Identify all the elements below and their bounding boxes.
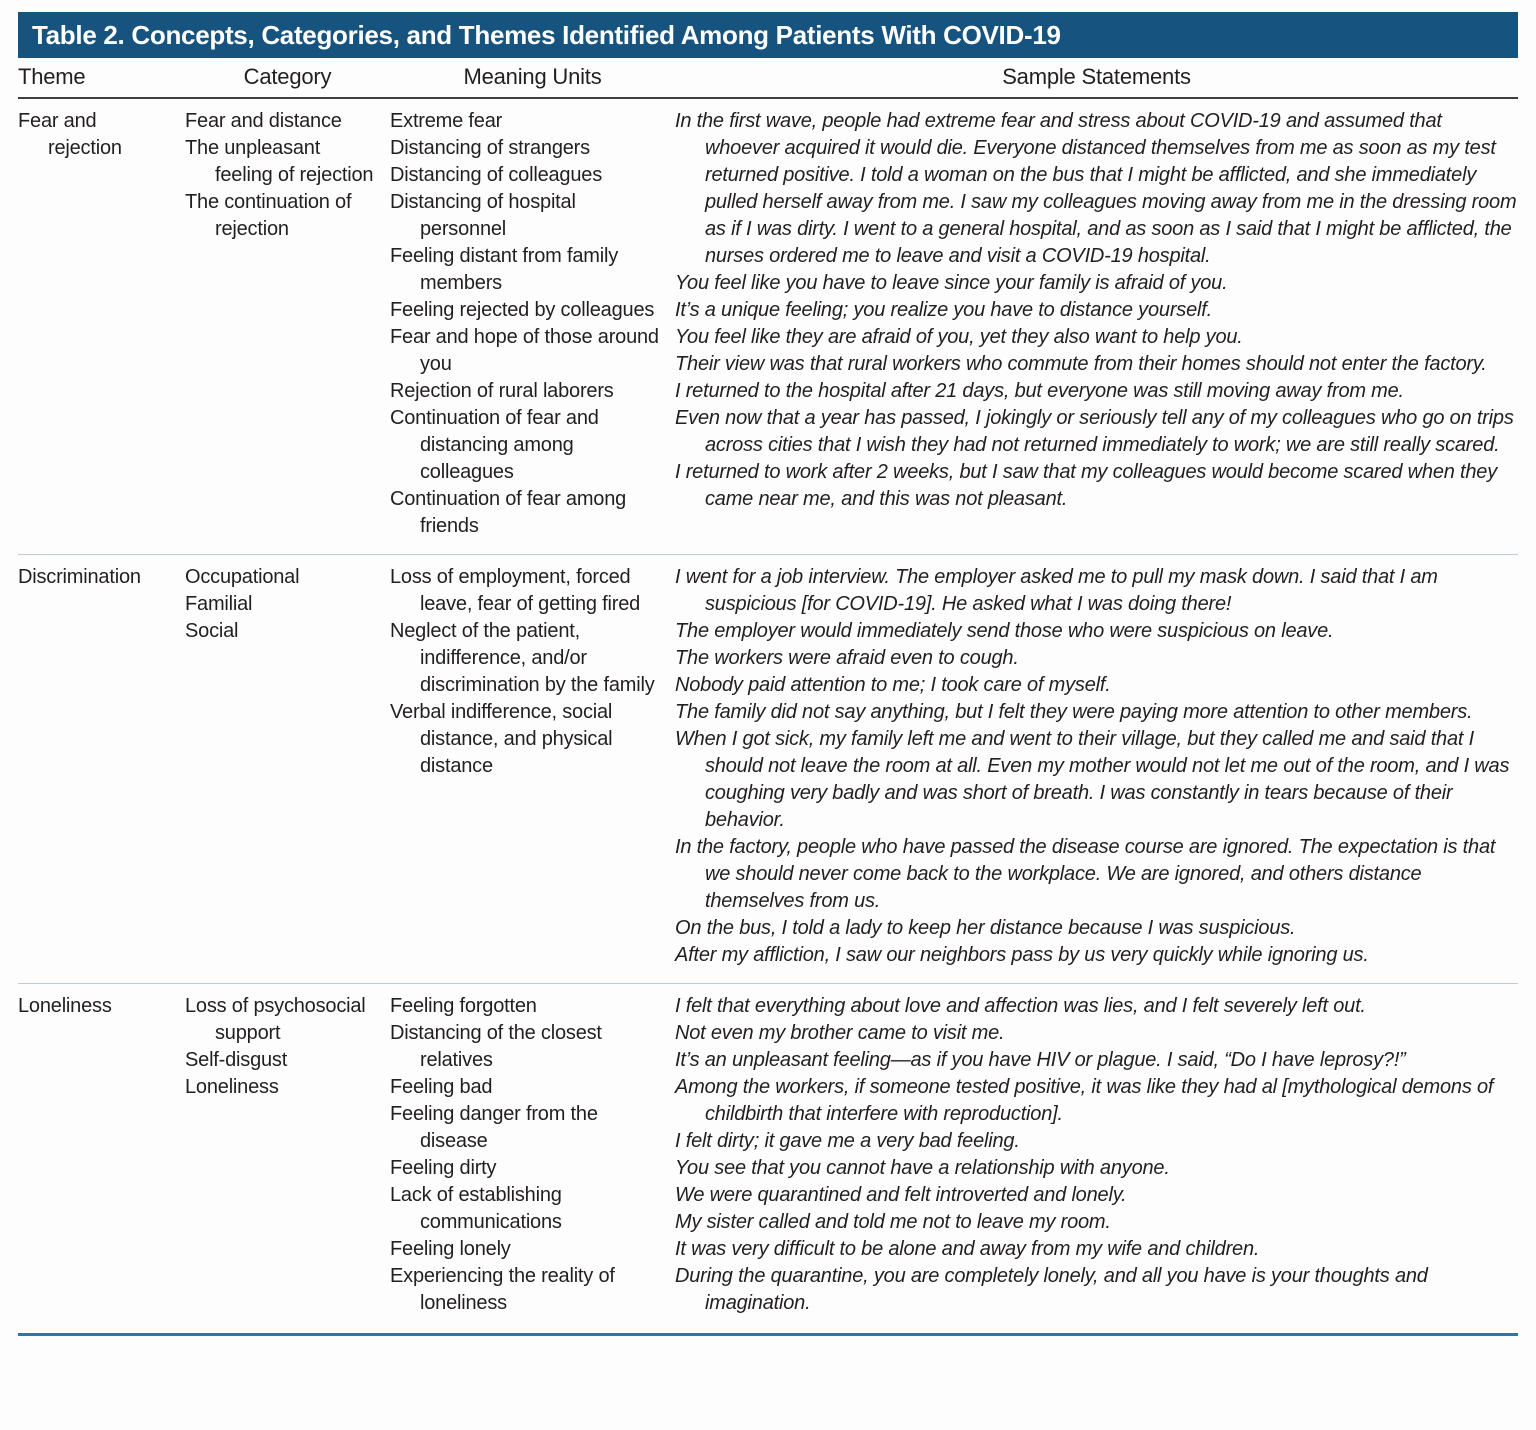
sample-statement: On the bus, I told a lady to keep her distance because I was suspicious. — [675, 917, 1296, 939]
sample-statement: I returned to work after 2 weeks, but I saw that my colleagues would become scared when they came near me, and this was not pleasant. — [675, 461, 1498, 510]
meaning-unit-item: Feeling bad — [390, 1076, 493, 1098]
sample-statement: After my affliction, I saw our neighbors pass by us very quickly while ignoring us. — [675, 944, 1369, 966]
sample-statement: When I got sick, my family left me and went to their village, but they called me and said that I should not leave the room at all. Even my mother would not let me out of the room, and I was coughing very badly and was short of breath. I was constantly in tears because of their behavior. — [675, 728, 1510, 831]
category-cell — [185, 993, 390, 1317]
theme-cell — [18, 993, 185, 1317]
sample-statement: You feel like they are afraid of you, yet they also want to help you. — [675, 326, 1243, 348]
meaning-units-cell — [390, 993, 675, 1317]
category-item: The continuation of rejection — [185, 191, 352, 240]
sample-statement: We were quarantined and felt introverted and lonely. — [675, 1184, 1127, 1206]
sample-statement: You see that you cannot have a relationship with anyone. — [675, 1157, 1170, 1179]
table-row — [18, 555, 1518, 984]
meaning-unit-item: Feeling lonely — [390, 1238, 511, 1260]
sample-statements-cell — [675, 993, 1518, 1317]
column-header-sample-statements: Sample Statements — [1002, 64, 1191, 89]
bottom-rule — [18, 1333, 1518, 1336]
sample-statement: The employer would immediately send those who were suspicious on leave. — [675, 620, 1334, 642]
meaning-unit-item: Loss of employment, forced leave, fear of getting fired — [390, 566, 641, 615]
sample-statement: My sister called and told me not to leave my room. — [675, 1211, 1111, 1233]
sample-statement: Not even my brother came to visit me. — [675, 1022, 1005, 1044]
sample-statement: I felt that everything about love and affection was lies, and I felt severely left out. — [675, 995, 1366, 1017]
meaning-unit-item: Feeling forgotten — [390, 995, 537, 1017]
meaning-unit-item: Extreme fear — [390, 110, 503, 132]
sample-statement: You feel like you have to leave since your family is afraid of you. — [675, 272, 1228, 294]
meaning-unit-item: Feeling danger from the disease — [390, 1103, 598, 1152]
theme-cell — [18, 564, 185, 969]
meaning-unit-item: Distancing of colleagues — [390, 164, 602, 186]
category-cell — [185, 108, 390, 540]
meaning-unit-item: Distancing of strangers — [390, 137, 590, 159]
category-item: Loneliness — [185, 1076, 279, 1098]
meaning-units-cell — [390, 564, 675, 969]
table-2-figure — [18, 12, 1518, 1336]
meaning-units-cell — [390, 108, 675, 540]
table-title-bar — [18, 12, 1518, 58]
meaning-unit-item: Continuation of fear among friends — [390, 488, 627, 537]
meaning-unit-item: Feeling distant from family members — [390, 245, 619, 294]
sample-statement: I returned to the hospital after 21 days, but everyone was still moving away from me. — [675, 380, 1404, 402]
meaning-unit-item: Fear and hope of those around you — [390, 326, 659, 375]
meaning-unit-item: Distancing of hospital personnel — [390, 191, 576, 240]
sample-statements-cell — [675, 108, 1518, 540]
meaning-unit-item: Distancing of the closest relatives — [390, 1022, 602, 1071]
sample-statement: Among the workers, if someone tested positive, it was like they had al [mythological demons of childbirth that interfere with reproduction]. — [675, 1076, 1494, 1125]
category-item: The unpleasant feeling of rejection — [185, 137, 374, 186]
sample-statement: During the quarantine, you are completely lonely, and all you have is your thoughts and imagination. — [675, 1265, 1428, 1314]
theme-label: Fear and rejection — [18, 110, 122, 159]
column-header-meaning-units: Meaning Units — [463, 64, 602, 89]
meaning-unit-item: Experiencing the reality of loneliness — [390, 1265, 615, 1314]
table-row — [18, 99, 1518, 555]
table-row — [18, 984, 1518, 1331]
sample-statement: Their view was that rural workers who commute from their homes should not enter the factory. — [675, 353, 1487, 375]
meaning-unit-item: Lack of establishing communications — [390, 1184, 562, 1233]
category-item: Self-disgust — [185, 1049, 288, 1071]
category-item: Fear and distance — [185, 110, 342, 132]
sample-statement: It’s a unique feeling; you realize you have to distance yourself. — [675, 299, 1212, 321]
theme-cell — [18, 108, 185, 540]
category-item: Occupational — [185, 566, 300, 588]
sample-statement: Nobody paid attention to me; I took care of myself. — [675, 674, 1111, 696]
sample-statement: I felt dirty; it gave me a very bad feeling. — [675, 1130, 1020, 1152]
sample-statement: The workers were afraid even to cough. — [675, 647, 1019, 669]
sample-statement: In the factory, people who have passed the disease course are ignored. The expectation is that we should never come back to the workplace. We are ignored, and others distance themselves from us. — [675, 836, 1496, 912]
sample-statement: It’s an unpleasant feeling—as if you have HIV or plague. I said, “Do I have leprosy?!” — [675, 1049, 1406, 1071]
sample-statement: In the first wave, people had extreme fear and stress about COVID-19 and assumed that whoever acquired it would die. Everyone distanced themselves from me as soon as my test returned positive. I told a woman on the bus that I might be afflicted, and she immediately pulled herself away from me. I saw my colleagues moving away from me in the dressing room as if I was dirty. I went to a general hospital, and as soon as I said that I might be afflicted, the nurses ordered me to leave and visit a COVID-19 hospital. — [675, 110, 1517, 267]
meaning-unit-item: Feeling dirty — [390, 1157, 497, 1179]
column-header-category: Category — [243, 64, 332, 89]
table-body — [18, 99, 1518, 1331]
meaning-unit-item: Neglect of the patient, indifference, and/or discrimination by the family — [390, 620, 655, 696]
meaning-unit-item: Feeling rejected by colleagues — [390, 299, 655, 321]
sample-statement: It was very difficult to be alone and away from my wife and children. — [675, 1238, 1260, 1260]
category-cell — [185, 564, 390, 969]
column-header-theme: Theme — [18, 64, 86, 89]
meaning-unit-item: Rejection of rural laborers — [390, 380, 614, 402]
column-header-row — [18, 58, 1518, 99]
meaning-unit-item: Continuation of fear and distancing among colleagues — [390, 407, 599, 483]
category-item: Loss of psychosocial support — [185, 995, 366, 1044]
category-item: Social — [185, 620, 239, 642]
sample-statements-cell — [675, 564, 1518, 969]
theme-label: Discrimination — [18, 566, 141, 588]
table-title: Table 2. Concepts, Categories, and Themes Identified Among Patients With COVID-19 — [32, 19, 1061, 50]
meaning-unit-item: Verbal indifference, social distance, and physical distance — [390, 701, 613, 777]
sample-statement: Even now that a year has passed, I jokingly or seriously tell any of my colleagues who go on trips across cities that I wish they had not returned immediately to work; we are still really scared. — [675, 407, 1514, 456]
category-item: Familial — [185, 593, 253, 615]
sample-statement: The family did not say anything, but I felt they were paying more attention to other members. — [675, 701, 1473, 723]
theme-label: Loneliness — [18, 995, 112, 1017]
sample-statement: I went for a job interview. The employer asked me to pull my mask down. I said that I am suspicious [for COVID-19]. He asked what I was doing there! — [675, 566, 1438, 615]
